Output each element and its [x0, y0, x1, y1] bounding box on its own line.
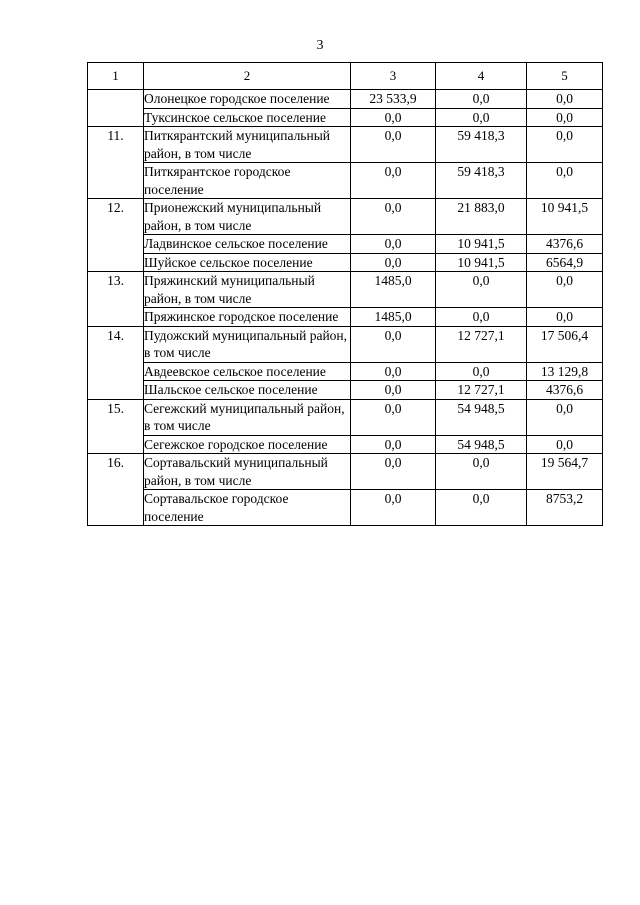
value-cell-c4: 59 418,3	[436, 127, 527, 163]
value-cell-c3: 0,0	[351, 454, 436, 490]
value-cell-c5: 4376,6	[527, 381, 603, 400]
municipality-name-cell: Туксинское сельское поселение	[144, 108, 351, 127]
value-cell-c3: 0,0	[351, 235, 436, 254]
value-cell-c5: 0,0	[527, 435, 603, 454]
table-header	[88, 63, 603, 90]
table-row	[88, 326, 603, 362]
column-header: 2	[144, 63, 351, 90]
value-cell-c4: 59 418,3	[436, 163, 527, 199]
value-cell-c5: 0,0	[527, 163, 603, 199]
column-header: 5	[527, 63, 603, 90]
municipality-name-cell: Сегежский муниципальный район, в том числе	[144, 399, 351, 435]
value-cell-c3: 0,0	[351, 108, 436, 127]
table-row	[88, 435, 603, 454]
column-header: 3	[351, 63, 436, 90]
row-number-cell: 14.	[88, 326, 144, 399]
value-cell-c3: 0,0	[351, 127, 436, 163]
value-cell-c3: 1485,0	[351, 308, 436, 327]
table-row	[88, 362, 603, 381]
value-cell-c3: 0,0	[351, 399, 436, 435]
value-cell-c5: 0,0	[527, 127, 603, 163]
value-cell-c3: 0,0	[351, 199, 436, 235]
municipality-name-cell: Питкярантское городское поселение	[144, 163, 351, 199]
municipality-name-cell: Ладвинское сельское поселение	[144, 235, 351, 254]
value-cell-c4: 12 727,1	[436, 381, 527, 400]
municipality-name-cell: Пряжинское городское поселение	[144, 308, 351, 327]
table-row	[88, 272, 603, 308]
data-table	[87, 62, 603, 526]
row-number-cell: 15.	[88, 399, 144, 454]
value-cell-c5: 0,0	[527, 399, 603, 435]
page-number: 3	[316, 38, 324, 53]
value-cell-c5: 0,0	[527, 90, 603, 109]
table-row	[88, 199, 603, 235]
value-cell-c4: 0,0	[436, 308, 527, 327]
municipality-name-cell: Сортавальское городское поселение	[144, 490, 351, 526]
value-cell-c5: 0,0	[527, 108, 603, 127]
table-row	[88, 399, 603, 435]
value-cell-c5: 17 506,4	[527, 326, 603, 362]
municipality-name-cell: Шальское сельское поселение	[144, 381, 351, 400]
value-cell-c5: 19 564,7	[527, 454, 603, 490]
municipality-name-cell: Пряжинский муниципальный район, в том числе	[144, 272, 351, 308]
value-cell-c3: 1485,0	[351, 272, 436, 308]
value-cell-c3: 0,0	[351, 362, 436, 381]
row-number-cell	[88, 90, 144, 127]
value-cell-c5: 8753,2	[527, 490, 603, 526]
table-row	[88, 454, 603, 490]
municipality-name-cell: Сортавальский муниципальный район, в том числе	[144, 454, 351, 490]
value-cell-c4: 21 883,0	[436, 199, 527, 235]
value-cell-c4: 0,0	[436, 90, 527, 109]
value-cell-c4: 0,0	[436, 362, 527, 381]
municipality-name-cell: Прионежский муниципальный район, в том числе	[144, 199, 351, 235]
value-cell-c3: 0,0	[351, 253, 436, 272]
table-row	[88, 381, 603, 400]
municipality-name-cell: Авдеевское сельское поселение	[144, 362, 351, 381]
value-cell-c3: 0,0	[351, 381, 436, 400]
value-cell-c4: 10 941,5	[436, 253, 527, 272]
value-cell-c4: 0,0	[436, 490, 527, 526]
value-cell-c4: 54 948,5	[436, 399, 527, 435]
municipality-name-cell: Олонецкое городское поселение	[144, 90, 351, 109]
value-cell-c3: 23 533,9	[351, 90, 436, 109]
value-cell-c5: 4376,6	[527, 235, 603, 254]
value-cell-c5: 13 129,8	[527, 362, 603, 381]
municipality-name-cell: Шуйское сельское поселение	[144, 253, 351, 272]
value-cell-c5: 6564,9	[527, 253, 603, 272]
table-row	[88, 235, 603, 254]
table-row	[88, 490, 603, 526]
municipality-name-cell: Сегежское городское поселение	[144, 435, 351, 454]
municipality-name-cell: Питкярантский муниципальный район, в том числе	[144, 127, 351, 163]
municipality-name-cell: Пудожский муниципальный район, в том числе	[144, 326, 351, 362]
value-cell-c4: 0,0	[436, 272, 527, 308]
table-body	[88, 90, 603, 526]
table-row	[88, 253, 603, 272]
row-number-cell: 16.	[88, 454, 144, 526]
table-row	[88, 108, 603, 127]
row-number-cell: 11.	[88, 127, 144, 199]
value-cell-c3: 0,0	[351, 490, 436, 526]
table-row	[88, 90, 603, 109]
value-cell-c3: 0,0	[351, 163, 436, 199]
value-cell-c4: 0,0	[436, 454, 527, 490]
value-cell-c3: 0,0	[351, 326, 436, 362]
row-number-cell: 13.	[88, 272, 144, 327]
value-cell-c5: 10 941,5	[527, 199, 603, 235]
value-cell-c4: 10 941,5	[436, 235, 527, 254]
value-cell-c4: 0,0	[436, 108, 527, 127]
table-row	[88, 308, 603, 327]
value-cell-c4: 12 727,1	[436, 326, 527, 362]
value-cell-c4: 54 948,5	[436, 435, 527, 454]
table-row	[88, 163, 603, 199]
column-header: 1	[88, 63, 144, 90]
header-row	[88, 63, 603, 90]
row-number-cell: 12.	[88, 199, 144, 272]
value-cell-c5: 0,0	[527, 308, 603, 327]
value-cell-c3: 0,0	[351, 435, 436, 454]
value-cell-c5: 0,0	[527, 272, 603, 308]
column-header: 4	[436, 63, 527, 90]
table-row	[88, 127, 603, 163]
